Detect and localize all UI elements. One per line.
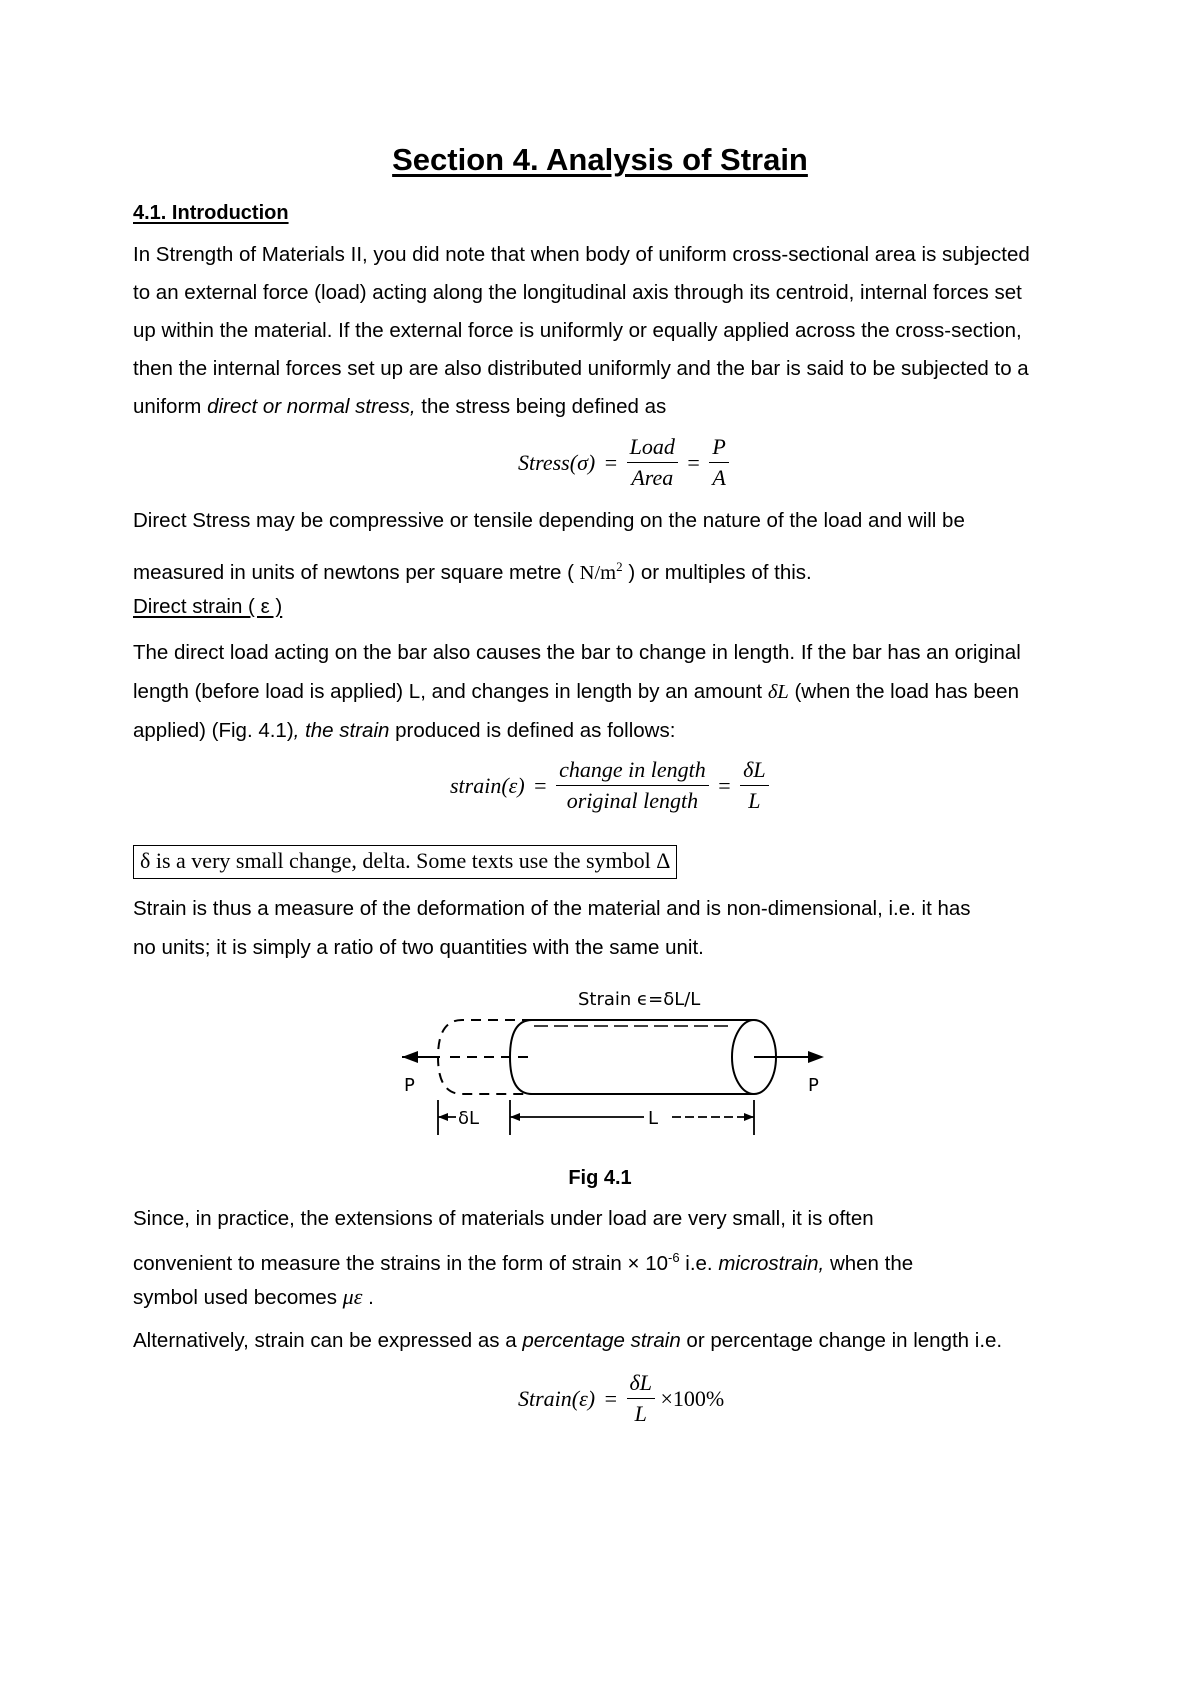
delta-note-box: δ is a very small change, delta. Some texts use the symbol Δ [133, 845, 677, 879]
percent-eq-num: δL [627, 1368, 655, 1399]
stress-eq-fraction-p-a [709, 432, 728, 493]
strain-line-3-emphasis: strain [339, 719, 390, 742]
stress-eq-den-2: A [712, 465, 726, 490]
strain-line-2-symbol: δL [767, 681, 789, 703]
intro-line-5-emphasis: direct or normal stress, [207, 395, 416, 418]
intro-line-5-pre: uniform [133, 395, 208, 418]
microstrain-line-1: Since, in practice, the extensions of materials under load are very small, it is often [133, 1207, 874, 1230]
figure-strain-label: Strain ϵ=δL/L [578, 989, 701, 1010]
percentage-line [133, 1329, 1002, 1353]
strain-line-3-post: produced is defined as follows: [389, 719, 676, 742]
stress-eq-num-1: Load [627, 432, 678, 463]
intro-line-4: then the internal forces set up are also distributed uniformly and the bar is said to be subjected to a [133, 357, 1029, 380]
strain-line-3-pre: applied) (Fig. 4.1) [133, 719, 294, 742]
stress-eq-num-2: P [709, 432, 728, 463]
strain-line-2-pre: length (before load is applied) L, and changes in length by an amount [133, 680, 768, 703]
page-title: Section 4. Analysis of Strain [392, 142, 808, 177]
unit-text: N/m [579, 561, 617, 584]
direct-stress-line-2-pre: measured in units of newtons per square metre ( [133, 560, 580, 584]
microstrain-line-2 [133, 1246, 913, 1276]
strain-eq-fraction-change-original [556, 755, 709, 816]
microstrain-line-2-mid: i.e. [679, 1251, 719, 1275]
strain-line-2-post: (when the load has been [788, 680, 1019, 703]
stress-eq-lhs: Stress(σ) [518, 449, 596, 475]
strain-eq-equals-2: = [718, 772, 731, 798]
strain-eq-num-2: δL [740, 755, 768, 786]
intro-line-1: In Strength of Materials II, you did note that when body of uniform cross-sectional area is subjected [133, 243, 1030, 266]
figure-right-arrow-head [808, 1051, 824, 1063]
unit-exponent: 2 [616, 559, 623, 574]
percentage-emphasis: percentage strain [522, 1329, 681, 1352]
stress-eq-den-1: Area [631, 465, 674, 490]
figure-dim-dl-arrow [438, 1113, 448, 1121]
nondim-line-2: no units; it is simply a ratio of two quantities with the same unit. [133, 936, 704, 959]
percentage-line-pre: Alternatively, strain can be expressed as a [133, 1329, 523, 1352]
figure-l-label: L [648, 1108, 659, 1129]
figure-left-arrow-head [402, 1051, 418, 1063]
microstrain-exponent: -6 [668, 1250, 680, 1265]
strain-eq-den-1: original length [566, 788, 699, 813]
microstrain-line-2-pre: convenient to measure the strains in the form of strain × 10 [133, 1251, 668, 1275]
percent-eq-den: L [634, 1401, 647, 1426]
stress-eq-equals-1: = [604, 449, 618, 475]
percent-eq-fraction [627, 1368, 655, 1429]
strain-line-3-mid: , the [293, 719, 340, 742]
unit-newton-per-sq-metre [579, 559, 623, 584]
intro-line-5 [133, 395, 666, 419]
microstrain-line-3-pre: symbol used becomes [133, 1286, 343, 1309]
strain-eq-den-2: L [748, 788, 761, 813]
microstrain-line-2-post: when the [824, 1251, 914, 1275]
strain-eq-equals-1: = [534, 772, 547, 798]
intro-line-5-post: the stress being defined as [415, 395, 667, 418]
strain-bar-figure [400, 975, 840, 1150]
intro-heading: 4.1. Introduction [133, 202, 289, 224]
figure-p-left-label: P [404, 1075, 415, 1096]
direct-stress-line-2-post: ) or multiples of this. [622, 560, 812, 584]
percent-eq-lhs: Strain(ε) [518, 1385, 596, 1411]
figure-dim-l-arrow-left [510, 1113, 520, 1121]
nondim-line-1: Strain is thus a measure of the deformation of the material and is non-dimensional, i.e. it has [133, 897, 971, 920]
percent-strain-equation [518, 1368, 728, 1429]
figure-dl-label: δL [458, 1108, 480, 1129]
intro-line-2: to an external force (load) acting along the longitudinal axis through its centroid, internal forces set [133, 281, 1022, 304]
microstrain-line-3-post: . [362, 1286, 374, 1309]
strain-line-2 [133, 680, 1019, 704]
stress-eq-equals-2: = [687, 449, 700, 475]
microstrain-symbol: με [342, 1284, 363, 1309]
percent-eq-equals: = [604, 1385, 618, 1411]
strain-line-3 [133, 719, 675, 743]
percent-eq-rhs: ×100% [660, 1385, 725, 1411]
strain-equation [450, 755, 769, 816]
direct-stress-line-2 [133, 555, 812, 585]
stress-eq-fraction-load-area [627, 432, 678, 493]
strain-eq-lhs: strain(ε) [450, 772, 525, 798]
direct-strain-heading: Direct strain ( ε ) [133, 595, 283, 618]
microstrain-emphasis: microstrain, [718, 1251, 825, 1275]
microstrain-line-3 [133, 1285, 374, 1310]
figure-dim-l-arrow-right [744, 1113, 754, 1121]
percentage-line-post: or percentage change in length i.e. [680, 1329, 1003, 1352]
intro-line-3: up within the material. If the external force is uniformly or equally applied across the cross-section, [133, 319, 1022, 342]
figure-p-right-label: P [808, 1075, 819, 1096]
strain-line-1: The direct load acting on the bar also causes the bar to change in length. If the bar has an original [133, 641, 1021, 664]
stress-equation [518, 432, 729, 493]
strain-eq-num-1: change in length [556, 755, 709, 786]
strain-eq-fraction-dl-l [740, 755, 768, 816]
figure-caption: Fig 4.1 [568, 1167, 632, 1189]
direct-stress-line-1: Direct Stress may be compressive or tensile depending on the nature of the load and will be [133, 509, 965, 532]
